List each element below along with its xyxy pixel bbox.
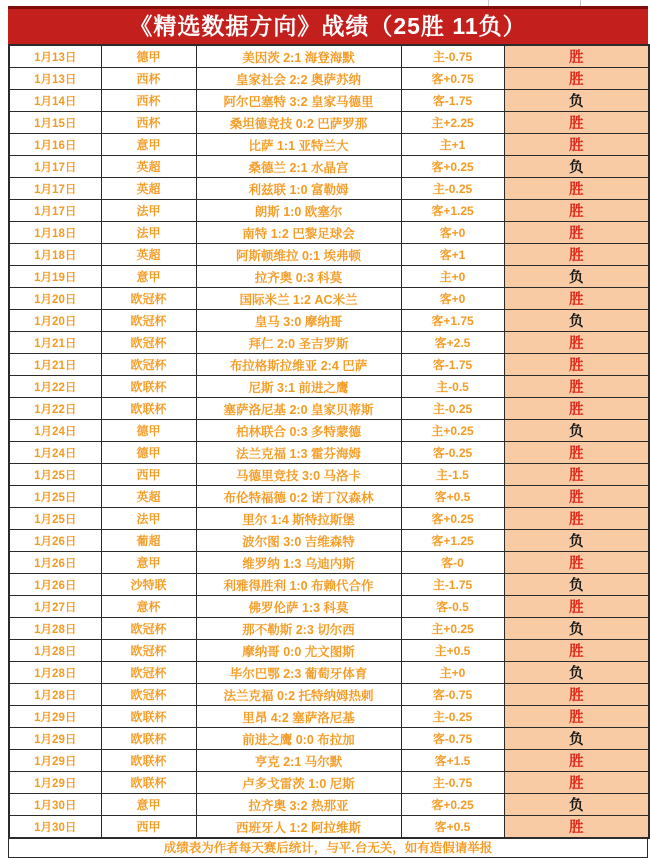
match-cell: 里昂 4:2 塞萨洛尼基 (196, 706, 401, 728)
table-row (9, 596, 649, 618)
date-cell: 1月26日 (9, 530, 101, 552)
handicap-cell: 主-0.75 (401, 772, 504, 794)
table-row (9, 376, 649, 398)
league-cell: 欧冠杯 (101, 332, 196, 354)
handicap-cell: 客+0.5 (401, 816, 504, 839)
match-cell: 布拉格斯拉维亚 2:4 巴萨 (196, 354, 401, 376)
match-cell: 西班牙人 1:2 阿拉维斯 (196, 816, 401, 839)
table-row (9, 90, 649, 112)
league-cell: 意甲 (101, 134, 196, 156)
table-row (9, 244, 649, 266)
table-row (9, 728, 649, 750)
handicap-cell: 主-0.25 (401, 178, 504, 200)
date-cell: 1月25日 (9, 464, 101, 486)
handicap-cell: 主+0 (401, 662, 504, 684)
result-cell: 负 (504, 618, 649, 640)
league-cell: 英超 (101, 244, 196, 266)
league-cell: 法甲 (101, 200, 196, 222)
handicap-cell: 客+0.25 (401, 794, 504, 816)
league-cell: 英超 (101, 178, 196, 200)
league-cell: 欧冠杯 (101, 662, 196, 684)
date-cell: 1月29日 (9, 706, 101, 728)
match-cell: 拉齐奥 3:2 热那亚 (196, 794, 401, 816)
handicap-cell: 客-0 (401, 552, 504, 574)
results-table (8, 44, 650, 839)
result-cell: 胜 (504, 68, 649, 90)
table-row (9, 750, 649, 772)
date-cell: 1月26日 (9, 552, 101, 574)
match-cell: 卢多戈雷茨 1:0 尼斯 (196, 772, 401, 794)
league-cell: 欧冠杯 (101, 640, 196, 662)
result-cell: 负 (504, 574, 649, 596)
date-cell: 1月22日 (9, 398, 101, 420)
handicap-cell: 主+1 (401, 134, 504, 156)
table-row (9, 332, 649, 354)
result-cell: 负 (504, 728, 649, 750)
result-cell: 胜 (504, 332, 649, 354)
date-cell: 1月28日 (9, 662, 101, 684)
handicap-cell: 客+1.5 (401, 750, 504, 772)
handicap-cell: 主-0.25 (401, 398, 504, 420)
date-cell: 1月18日 (9, 244, 101, 266)
match-cell: 法兰克福 0:2 托特纳姆热刺 (196, 684, 401, 706)
date-cell: 1月20日 (9, 310, 101, 332)
handicap-cell: 客-0.5 (401, 596, 504, 618)
match-cell: 尼斯 3:1 前进之鹰 (196, 376, 401, 398)
league-cell: 欧冠杯 (101, 288, 196, 310)
match-cell: 亨克 2:1 马尔默 (196, 750, 401, 772)
league-cell: 欧联杯 (101, 772, 196, 794)
date-cell: 1月13日 (9, 45, 101, 68)
match-cell: 塞萨洛尼基 2:0 皇家贝蒂斯 (196, 398, 401, 420)
result-cell: 胜 (504, 134, 649, 156)
table-row (9, 640, 649, 662)
handicap-cell: 客+0.25 (401, 156, 504, 178)
league-cell: 意杯 (101, 596, 196, 618)
match-cell: 利雅得胜利 1:0 布赖代合作 (196, 574, 401, 596)
match-cell: 国际米兰 1:2 AC米兰 (196, 288, 401, 310)
table-row (9, 794, 649, 816)
footer-disclaimer: 成绩表为作者每天赛后统计，与平.台无关，如有造假请举报 (8, 838, 648, 858)
match-cell: 波尔图 3:0 吉维森特 (196, 530, 401, 552)
date-cell: 1月24日 (9, 442, 101, 464)
date-cell: 1月25日 (9, 508, 101, 530)
table-row (9, 508, 649, 530)
handicap-cell: 客+0 (401, 288, 504, 310)
league-cell: 欧冠杯 (101, 618, 196, 640)
league-cell: 葡超 (101, 530, 196, 552)
handicap-cell: 客+0.75 (401, 68, 504, 90)
handicap-cell: 客-0.75 (401, 728, 504, 750)
league-cell: 英超 (101, 156, 196, 178)
match-cell: 柏林联合 0:3 多特蒙德 (196, 420, 401, 442)
handicap-cell: 主+0.25 (401, 420, 504, 442)
league-cell: 欧冠杯 (101, 684, 196, 706)
date-cell: 1月17日 (9, 200, 101, 222)
league-cell: 沙特联 (101, 574, 196, 596)
match-cell: 朗斯 1:0 欧塞尔 (196, 200, 401, 222)
match-cell: 比萨 1:1 亚特兰大 (196, 134, 401, 156)
date-cell: 1月16日 (9, 134, 101, 156)
date-cell: 1月19日 (9, 266, 101, 288)
result-cell: 胜 (504, 112, 649, 134)
match-cell: 佛罗伦萨 1:3 科莫 (196, 596, 401, 618)
table-row (9, 816, 649, 839)
result-cell: 胜 (504, 772, 649, 794)
league-cell: 西杯 (101, 68, 196, 90)
top-margin-strip (0, 0, 650, 6)
result-cell: 胜 (504, 684, 649, 706)
match-cell: 阿尔巴塞特 3:2 皇家马德里 (196, 90, 401, 112)
table-row (9, 288, 649, 310)
date-cell: 1月17日 (9, 178, 101, 200)
match-cell: 桑坦德竞技 0:2 巴萨罗那 (196, 112, 401, 134)
date-cell: 1月30日 (9, 816, 101, 839)
league-cell: 意甲 (101, 794, 196, 816)
league-cell: 英超 (101, 486, 196, 508)
league-cell: 欧联杯 (101, 398, 196, 420)
league-cell: 欧联杯 (101, 376, 196, 398)
date-cell: 1月17日 (9, 156, 101, 178)
date-cell: 1月29日 (9, 772, 101, 794)
league-cell: 意甲 (101, 266, 196, 288)
handicap-cell: 主-0.75 (401, 45, 504, 68)
date-cell: 1月30日 (9, 794, 101, 816)
page-title: 《精选数据方向》战绩（25胜 11负） (8, 6, 648, 44)
result-cell: 负 (504, 266, 649, 288)
handicap-cell: 主-0.5 (401, 376, 504, 398)
league-cell: 西杯 (101, 90, 196, 112)
handicap-cell: 客+0.5 (401, 486, 504, 508)
league-cell: 欧冠杯 (101, 310, 196, 332)
table-row (9, 222, 649, 244)
table-row (9, 178, 649, 200)
handicap-cell: 主+0.5 (401, 640, 504, 662)
table-row (9, 45, 649, 68)
league-cell: 西杯 (101, 112, 196, 134)
league-cell: 西甲 (101, 816, 196, 839)
date-cell: 1月29日 (9, 750, 101, 772)
table-row (9, 552, 649, 574)
result-cell: 胜 (504, 486, 649, 508)
match-cell: 南特 1:2 巴黎足球会 (196, 222, 401, 244)
handicap-cell: 客+1.25 (401, 200, 504, 222)
date-cell: 1月21日 (9, 332, 101, 354)
table-row (9, 354, 649, 376)
date-cell: 1月28日 (9, 684, 101, 706)
match-cell: 皇马 3:0 摩纳哥 (196, 310, 401, 332)
handicap-cell: 客-1.75 (401, 90, 504, 112)
table-row (9, 618, 649, 640)
table-row (9, 442, 649, 464)
match-cell: 利兹联 1:0 富勒姆 (196, 178, 401, 200)
result-cell: 胜 (504, 376, 649, 398)
table-row (9, 486, 649, 508)
handicap-cell: 客+2.5 (401, 332, 504, 354)
match-cell: 阿斯顿维拉 0:1 埃弗顿 (196, 244, 401, 266)
date-cell: 1月13日 (9, 68, 101, 90)
result-cell: 负 (504, 794, 649, 816)
grid-artifact-line (580, 0, 581, 6)
handicap-cell: 主+2.25 (401, 112, 504, 134)
table-row (9, 464, 649, 486)
date-cell: 1月14日 (9, 90, 101, 112)
date-cell: 1月27日 (9, 596, 101, 618)
match-cell: 那不勒斯 2:3 切尔西 (196, 618, 401, 640)
result-cell: 胜 (504, 178, 649, 200)
handicap-cell: 客-0.75 (401, 684, 504, 706)
result-cell: 胜 (504, 552, 649, 574)
grid-artifact-line (488, 0, 489, 6)
league-cell: 西甲 (101, 464, 196, 486)
date-cell: 1月20日 (9, 288, 101, 310)
table-row (9, 156, 649, 178)
league-cell: 法甲 (101, 508, 196, 530)
league-cell: 德甲 (101, 420, 196, 442)
result-cell: 胜 (504, 398, 649, 420)
result-cell: 负 (504, 530, 649, 552)
match-cell: 马德里竞技 3:0 马洛卡 (196, 464, 401, 486)
table-row (9, 266, 649, 288)
result-cell: 胜 (504, 816, 649, 839)
match-cell: 拉齐奥 0:3 科莫 (196, 266, 401, 288)
table-row (9, 134, 649, 156)
league-cell: 欧联杯 (101, 728, 196, 750)
table-row (9, 530, 649, 552)
handicap-cell: 客-1.75 (401, 354, 504, 376)
table-row (9, 310, 649, 332)
handicap-cell: 主-0.25 (401, 706, 504, 728)
handicap-cell: 主+0 (401, 266, 504, 288)
result-cell: 负 (504, 156, 649, 178)
handicap-cell: 客+1.75 (401, 310, 504, 332)
table-row (9, 420, 649, 442)
result-cell: 胜 (504, 596, 649, 618)
result-cell: 胜 (504, 750, 649, 772)
table-row (9, 398, 649, 420)
league-cell: 欧联杯 (101, 706, 196, 728)
result-cell: 胜 (504, 45, 649, 68)
match-cell: 桑德兰 2:1 水晶宫 (196, 156, 401, 178)
league-cell: 德甲 (101, 442, 196, 464)
table-row (9, 200, 649, 222)
handicap-cell: 主-1.75 (401, 574, 504, 596)
date-cell: 1月26日 (9, 574, 101, 596)
results-table-body (9, 45, 649, 838)
table-row (9, 706, 649, 728)
league-cell: 欧冠杯 (101, 354, 196, 376)
table-row (9, 68, 649, 90)
handicap-cell: 客+1.25 (401, 530, 504, 552)
handicap-cell: 主-1.5 (401, 464, 504, 486)
result-cell: 胜 (504, 200, 649, 222)
match-cell: 美因茨 2:1 海登海默 (196, 45, 401, 68)
handicap-cell: 客+1 (401, 244, 504, 266)
league-cell: 意甲 (101, 552, 196, 574)
date-cell: 1月22日 (9, 376, 101, 398)
result-cell: 胜 (504, 244, 649, 266)
handicap-cell: 客+0.25 (401, 508, 504, 530)
date-cell: 1月15日 (9, 112, 101, 134)
date-cell: 1月24日 (9, 420, 101, 442)
table-row (9, 112, 649, 134)
date-cell: 1月29日 (9, 728, 101, 750)
league-cell: 德甲 (101, 45, 196, 68)
result-cell: 负 (504, 90, 649, 112)
match-cell: 拜仁 2:0 圣吉罗斯 (196, 332, 401, 354)
match-cell: 摩纳哥 0:0 尤文图斯 (196, 640, 401, 662)
date-cell: 1月21日 (9, 354, 101, 376)
match-cell: 维罗纳 1:3 乌迪内斯 (196, 552, 401, 574)
handicap-cell: 主+0.25 (401, 618, 504, 640)
handicap-cell: 客+0 (401, 222, 504, 244)
result-cell: 负 (504, 420, 649, 442)
table-row (9, 662, 649, 684)
match-cell: 里尔 1:4 斯特拉斯堡 (196, 508, 401, 530)
result-cell: 胜 (504, 442, 649, 464)
result-cell: 胜 (504, 508, 649, 530)
match-cell: 皇家社会 2:2 奥萨苏纳 (196, 68, 401, 90)
match-cell: 毕尔巴鄂 2:3 葡萄牙体育 (196, 662, 401, 684)
match-cell: 法兰克福 1:3 霍芬海姆 (196, 442, 401, 464)
league-cell: 法甲 (101, 222, 196, 244)
result-cell: 胜 (504, 354, 649, 376)
table-row (9, 684, 649, 706)
date-cell: 1月25日 (9, 486, 101, 508)
handicap-cell: 客-0.25 (401, 442, 504, 464)
date-cell: 1月18日 (9, 222, 101, 244)
table-row (9, 574, 649, 596)
result-cell: 胜 (504, 706, 649, 728)
match-cell: 前进之鹰 0:0 布拉加 (196, 728, 401, 750)
date-cell: 1月28日 (9, 618, 101, 640)
result-cell: 胜 (504, 464, 649, 486)
result-cell: 胜 (504, 288, 649, 310)
match-cell: 布伦特福德 0:2 诺丁汉森林 (196, 486, 401, 508)
date-cell: 1月28日 (9, 640, 101, 662)
result-cell: 胜 (504, 640, 649, 662)
result-cell: 负 (504, 310, 649, 332)
result-cell: 负 (504, 662, 649, 684)
result-cell: 胜 (504, 222, 649, 244)
league-cell: 欧联杯 (101, 750, 196, 772)
table-row (9, 772, 649, 794)
